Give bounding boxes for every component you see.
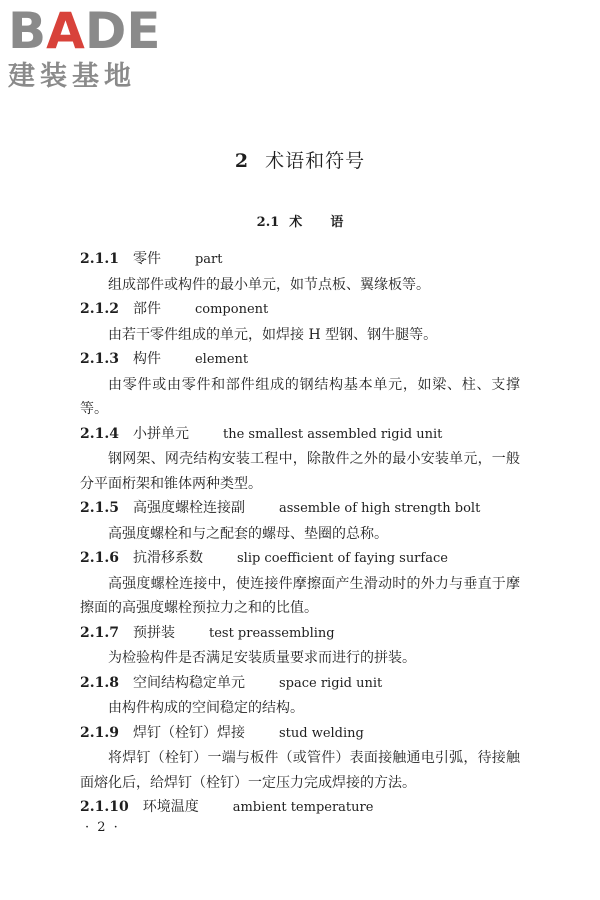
term-definition: 为检验构件是否满足安装质量要求而进行的拼装。 <box>108 650 416 666</box>
term-chinese: 预拼装 <box>132 624 175 641</box>
logo-wordmark: BADE <box>8 2 161 60</box>
term-number: 2.1.2 <box>80 301 119 317</box>
term-number: 2.1.9 <box>80 724 119 741</box>
term-number: 2.1.8 <box>80 674 119 691</box>
logo-subtitle: 建装基地 <box>8 61 136 92</box>
term-english: the smallest assembled rigid unit <box>222 426 443 442</box>
term-definition: 高强度螺栓连接中，使连接件摩擦面产生滑动时的外力与垂直于摩擦面的高强度螺栓预拉力之和的比值。 <box>80 575 520 616</box>
term-entry <box>80 297 520 347</box>
term-chinese: 零件 <box>132 251 161 267</box>
term-number: 2.1.6 <box>80 550 119 566</box>
term-english: component <box>194 302 269 317</box>
term-entry <box>80 671 520 721</box>
chapter-title: 术语和符号 <box>265 150 366 172</box>
term-entry <box>80 621 520 671</box>
term-entry <box>80 422 520 497</box>
term-entry <box>80 721 520 796</box>
section-number: 2.1 <box>256 215 280 230</box>
term-definition: 将焊钉（栓钉）一端与板件（或管件）表面接触通电引弧，待接触面熔化后，给焊钉（栓钉）一定压力完成焊接的方法。 <box>80 750 520 791</box>
term-entry <box>80 546 520 621</box>
term-definition: 组成部件或构件的最小单元，如节点板、翼缘板等。 <box>108 276 430 293</box>
section-title-a: 术 <box>289 215 303 230</box>
chapter-number: 2 <box>234 150 250 172</box>
term-english: assemble of high strength bolt <box>278 501 481 516</box>
term-definition: 由构件构成的空间稳定的结构。 <box>108 700 304 716</box>
term-entry <box>80 247 520 297</box>
term-chinese: 焊钉（栓钉）焊接 <box>132 724 245 741</box>
term-entry <box>80 347 520 422</box>
term-english: element <box>194 352 249 367</box>
term-chinese: 抗滑移系数 <box>132 550 203 566</box>
term-definition: 由若干零件组成的单元，如焊接 H 型钢、钢牛腿等。 <box>108 326 438 343</box>
term-number: 2.1.4 <box>80 425 119 442</box>
term-english: space rigid unit <box>278 675 383 691</box>
watermark-logo <box>8 2 178 92</box>
terms-list <box>80 247 520 821</box>
chapter-heading <box>0 146 600 173</box>
term-english: stud welding <box>278 725 364 741</box>
term-english: ambient temperature <box>232 800 374 815</box>
section-heading <box>0 211 600 230</box>
term-entry <box>80 795 520 821</box>
term-english: part <box>194 252 223 267</box>
term-english: slip coefficient of faying surface <box>236 551 448 566</box>
term-number: 2.1.1 <box>80 251 119 267</box>
term-chinese: 构件 <box>132 351 161 367</box>
term-chinese: 环境温度 <box>142 799 199 815</box>
term-number: 2.1.3 <box>80 351 119 367</box>
term-definition: 钢网架、网壳结构安装工程中，除散件之外的最小安装单元，一般分平面桁架和锥体两种类型。 <box>80 451 520 492</box>
term-definition: 由零件或由零件和部件组成的钢结构基本单元，如梁、柱、支撑等。 <box>80 376 520 417</box>
term-chinese: 高强度螺栓连接副 <box>132 500 245 516</box>
term-entry <box>80 496 520 546</box>
term-number: 2.1.5 <box>80 500 119 516</box>
term-chinese: 小拼单元 <box>132 425 189 442</box>
term-english: test preassembling <box>208 625 335 641</box>
term-chinese: 部件 <box>132 301 161 317</box>
term-number: 2.1.10 <box>80 799 129 815</box>
term-definition: 高强度螺栓和与之配套的螺母、垫圈的总称。 <box>108 525 388 542</box>
term-chinese: 空间结构稳定单元 <box>132 674 245 691</box>
section-title-b: 语 <box>330 215 344 230</box>
page-number: · 2 · <box>85 820 120 835</box>
term-number: 2.1.7 <box>80 624 119 641</box>
